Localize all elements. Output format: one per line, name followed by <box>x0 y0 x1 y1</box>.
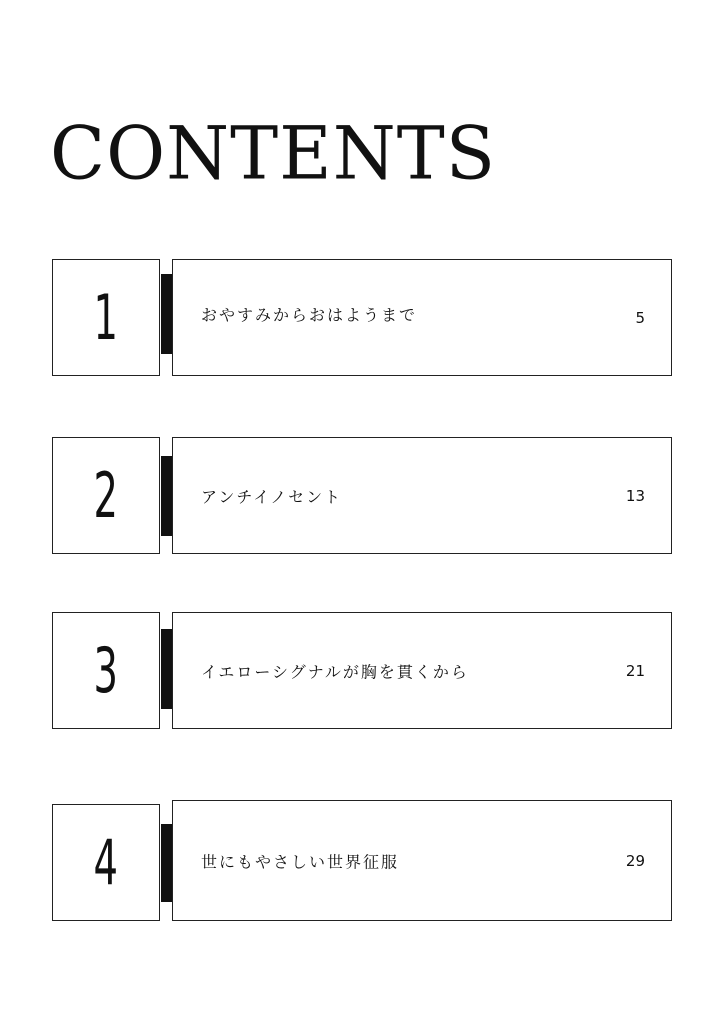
chapter-title: おやすみからおはようまで <box>201 305 418 324</box>
page-number: 13 <box>625 486 645 505</box>
chapter-title: アンチイノセント <box>201 487 343 506</box>
chapter-title-box[interactable] <box>172 259 672 376</box>
page-number: 5 <box>635 308 645 327</box>
chapter-number: 1 <box>93 281 119 354</box>
tab-bar <box>161 456 172 536</box>
chapter-number: 4 <box>93 826 119 899</box>
chapter-number-box <box>52 804 160 921</box>
chapter-title-box[interactable] <box>172 612 672 729</box>
chapter-title-box[interactable] <box>172 437 672 554</box>
chapter-title: 世にもやさしい世界征服 <box>201 852 400 871</box>
chapter-number: 2 <box>93 459 119 532</box>
chapter-number-box <box>52 612 160 729</box>
page-title: CONTENTS <box>50 110 497 196</box>
tab-bar <box>161 824 172 902</box>
page-number: 21 <box>625 661 645 680</box>
chapter-number-box <box>52 437 160 554</box>
page-number: 29 <box>625 851 645 870</box>
chapter-title-box[interactable] <box>172 800 672 921</box>
chapter-title: イエローシグナルが胸を貫くから <box>201 662 469 681</box>
chapter-number: 3 <box>93 634 119 707</box>
chapter-number-box <box>52 259 160 376</box>
tab-bar <box>161 629 172 709</box>
tab-bar <box>161 274 172 354</box>
